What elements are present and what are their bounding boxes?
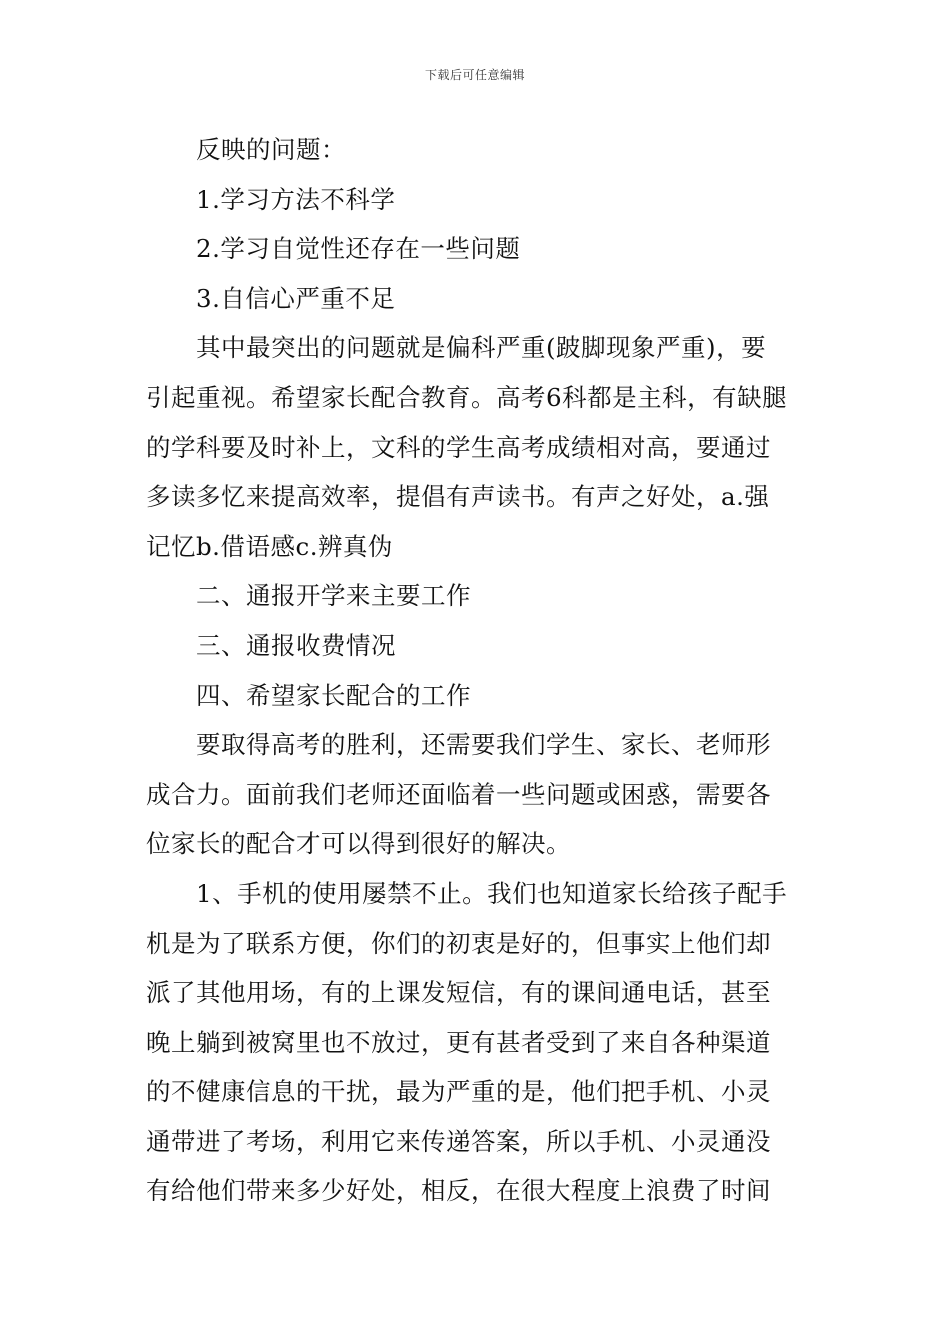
text-line: 的学科要及时补上，文科的学生高考成绩相对高，要通过	[146, 432, 771, 462]
text-line: 四、希望家长配合的工作	[196, 680, 471, 710]
document-body	[146, 125, 806, 1216]
text-line: 有给他们带来多少好处，相反，在很大程度上浪费了时间	[146, 1176, 771, 1206]
text-line: 其中最突出的问题就是偏科严重(跛脚现象严重)，要	[196, 333, 767, 363]
header-note: 下载后可任意编辑	[424, 68, 525, 82]
text-line: 1.学习方法不科学	[196, 184, 396, 214]
text-line: 反映的问题：	[196, 135, 346, 164]
text-line: 记忆b.借语感c.辨真伪	[146, 531, 393, 561]
text-line: 位家长的配合才可以得到很好的解决。	[146, 829, 571, 859]
text-line: 的不健康信息的干扰，最为严重的是，他们把手机、小灵	[146, 1077, 771, 1107]
text-line: 机是为了联系方便，你们的初衷是好的，但事实上他们却	[146, 928, 771, 958]
text-line: 派了其他用场，有的上课发短信，有的课间通电话，甚至	[146, 978, 771, 1008]
text-line: 多读多忆来提高效率，提倡有声读书。有声之好处，a.强	[146, 482, 770, 512]
text-line: 3.自信心严重不足	[196, 283, 396, 313]
text-line: 二、通报开学来主要工作	[196, 581, 471, 611]
text-line: 要取得高考的胜利，还需要我们学生、家长、老师形	[196, 730, 771, 760]
text-line: 通带进了考场，利用它来传递答案，所以手机、小灵通没	[146, 1126, 771, 1156]
text-line: 引起重视。希望家长配合教育。高考6科都是主科，有缺腿	[146, 382, 788, 412]
text-line: 2.学习自觉性还存在一些问题	[196, 234, 521, 264]
text-line: 晚上躺到被窝里也不放过，更有甚者受到了来自各种渠道	[146, 1027, 771, 1057]
text-line: 1、手机的使用屡禁不止。我们也知道家长给孩子配手	[196, 878, 788, 908]
text-line: 成合力。面前我们老师还面临着一些问题或困惑，需要各	[146, 779, 771, 809]
text-line: 三、通报收费情况	[196, 630, 396, 660]
